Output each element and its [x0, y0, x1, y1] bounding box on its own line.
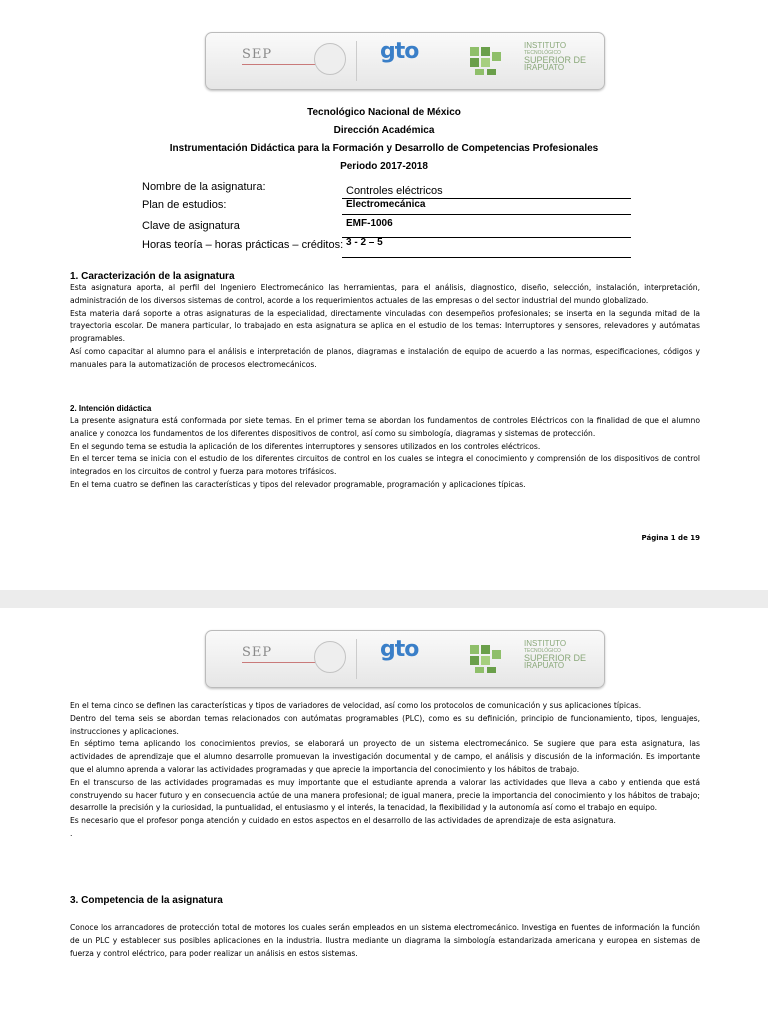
value-hours-credits: 3 - 2 – 5	[346, 237, 383, 248]
section-3-body: Conoce los arrancadores de protección total de motores los cuales serán empleados en un sistema electromecánico. Investiga en fuentes de información la función de un PLC y establecer sus posibles aplicaciones en la industria. Ilustra mediante un diagrama la simbología estandarizada americana y europea en sistemas de fuerza y control eléctrico, para poder realizar un análisis en estos sistemas.	[70, 923, 700, 958]
title-instrument: Instrumentación Didáctica para la Formación y Desarrollo de Competencias Profesionales	[169, 143, 599, 154]
institute-logo-icon	[468, 642, 508, 675]
topics-continued-body: En el tema cinco se definen las características y tipos de variadores de velocidad, así como los protocolos de comunicación y sus aplicaciones típicas. Dentro del tema seis se abordan temas relacionados con autómatas programables (PLC), como es su definición, principio de funcionamiento, tipos, lenguajes, instrucciones y aplicaciones. En séptimo tema aplicando los conocimientos previos, se elaborará un proyecto de un sistema electromecánico. Se sugiere que para esta asignatura, las actividades de aprendizaje que el alumno desarrolle promuevan la investigación documental y de campo, el análisis y discusión de la información. Es importante que el alumno aprenda a valorar las actividades programadas y que aprecie la importancia del conocimiento y los hábitos de trabajo. En el transcurso de las actividades programadas es muy importante que el estudiante aprenda a valorar las actividades que lleva a cabo y entienda que está construyendo su hacer futuro y en consecuencia actúe de una manera profesional; de igual manera, precie la importancia del conocimiento y los hábitos de trabajo; desarrolle la precisión y la curiosidad, la puntualidad, el entusiasmo y el interés, la tenacidad, la flexibilidad y la autonomía así como el trabajo en equipo. Es necesario que el profesor ponga atención y cuidado en estos aspectos en el desarrollo de las actividades de aprendizaje de esta asignatura. .	[70, 701, 700, 838]
gto-logo: gto	[380, 637, 419, 662]
value-subject-name: Controles eléctricos	[346, 185, 443, 197]
institute-logo-icon	[468, 44, 508, 77]
gto-logo: gto	[380, 39, 419, 64]
label-subject-name: Nombre de la asignatura:	[142, 181, 266, 193]
institute-name: INSTITUTO TECNOLÓGICO SUPERIOR DE IRAPUATO	[524, 41, 587, 72]
document-page-2	[0, 608, 768, 1024]
label-study-plan: Plan de estudios:	[142, 199, 227, 211]
header-logo-banner	[205, 630, 605, 688]
header-logo-banner	[205, 32, 605, 90]
institute-name: INSTITUTO TECNOLÓGICO SUPERIOR DE IRAPUATO	[524, 639, 587, 670]
label-hours-credits: Horas teoría – horas prácticas – créditos:	[142, 239, 344, 251]
value-study-plan: Electromecánica	[346, 199, 426, 210]
label-subject-code: Clave de asignatura	[142, 220, 240, 232]
national-seal-icon	[314, 43, 346, 75]
section-1-body: Esta asignatura aporta, al perfil del Ingeniero Electromecánico las herramientas, para el análisis, diagnostico, diseño, selección, instalación, interpretación, administración de los diversos sistemas de control, acorde a los requerimientos actuales de las empresas o del sector industrial del mundo globalizado. Esta materia dará soporte a otras asignaturas de la especialidad, directamente vinculadas con desempeños profesionales; se inserta en la segunda mitad de la trayectoria escolar. De manera particular, lo trabajado en esta asignatura se aplica en el estudio de los temas: Interruptores y sensores, relevadores y autómatas programables. Así como capacitar al alumno para el análisis e interpretación de planos, diagramas e instalación de equipo de acuerdo a las normas, especificaciones, códigos y manuales para la automatización de procesos electromecánicos.	[70, 283, 700, 369]
title-direction: Dirección Académica	[333, 125, 435, 136]
page-number: Página 1 de 19	[641, 534, 700, 542]
section-1-heading: 1. Caracterización de la asignatura	[70, 271, 235, 282]
sep-logo: SEP	[242, 645, 316, 670]
section-3-heading: 3. Competencia de la asignatura	[70, 895, 223, 906]
section-2-body: La presente asignatura está conformada por siete temas. En el primer tema se abordan los fundamentos de controles Eléctricos con la finalidad de que el alumno analice y conozca los fundamentos de los diferentes dispositivos de control, así como su simbología, diagramas y sistemas de protección. En el segundo tema se estudia la aplicación de los diferentes interruptores y sensores utilizados en los controles eléctricos. En el tercer tema se inicia con el estudio de los diferentes circuitos de control en los cuales se integra el conocimiento y comprensión de los dispositivos de control integrados en los circuitos de control y fuerza para motores trifásicos. En el tema cuatro se definen las características y tipos del relevador programable, programación y aplicaciones típicas.	[70, 416, 700, 489]
value-subject-code: EMF-1006	[346, 218, 393, 229]
sep-logo: SEP	[242, 47, 316, 72]
national-seal-icon	[314, 641, 346, 673]
section-2-heading: 2. Intención didáctica	[70, 404, 152, 413]
title-period: Periodo 2017-2018	[340, 161, 428, 172]
title-institution: Tecnológico Nacional de México	[307, 107, 461, 118]
